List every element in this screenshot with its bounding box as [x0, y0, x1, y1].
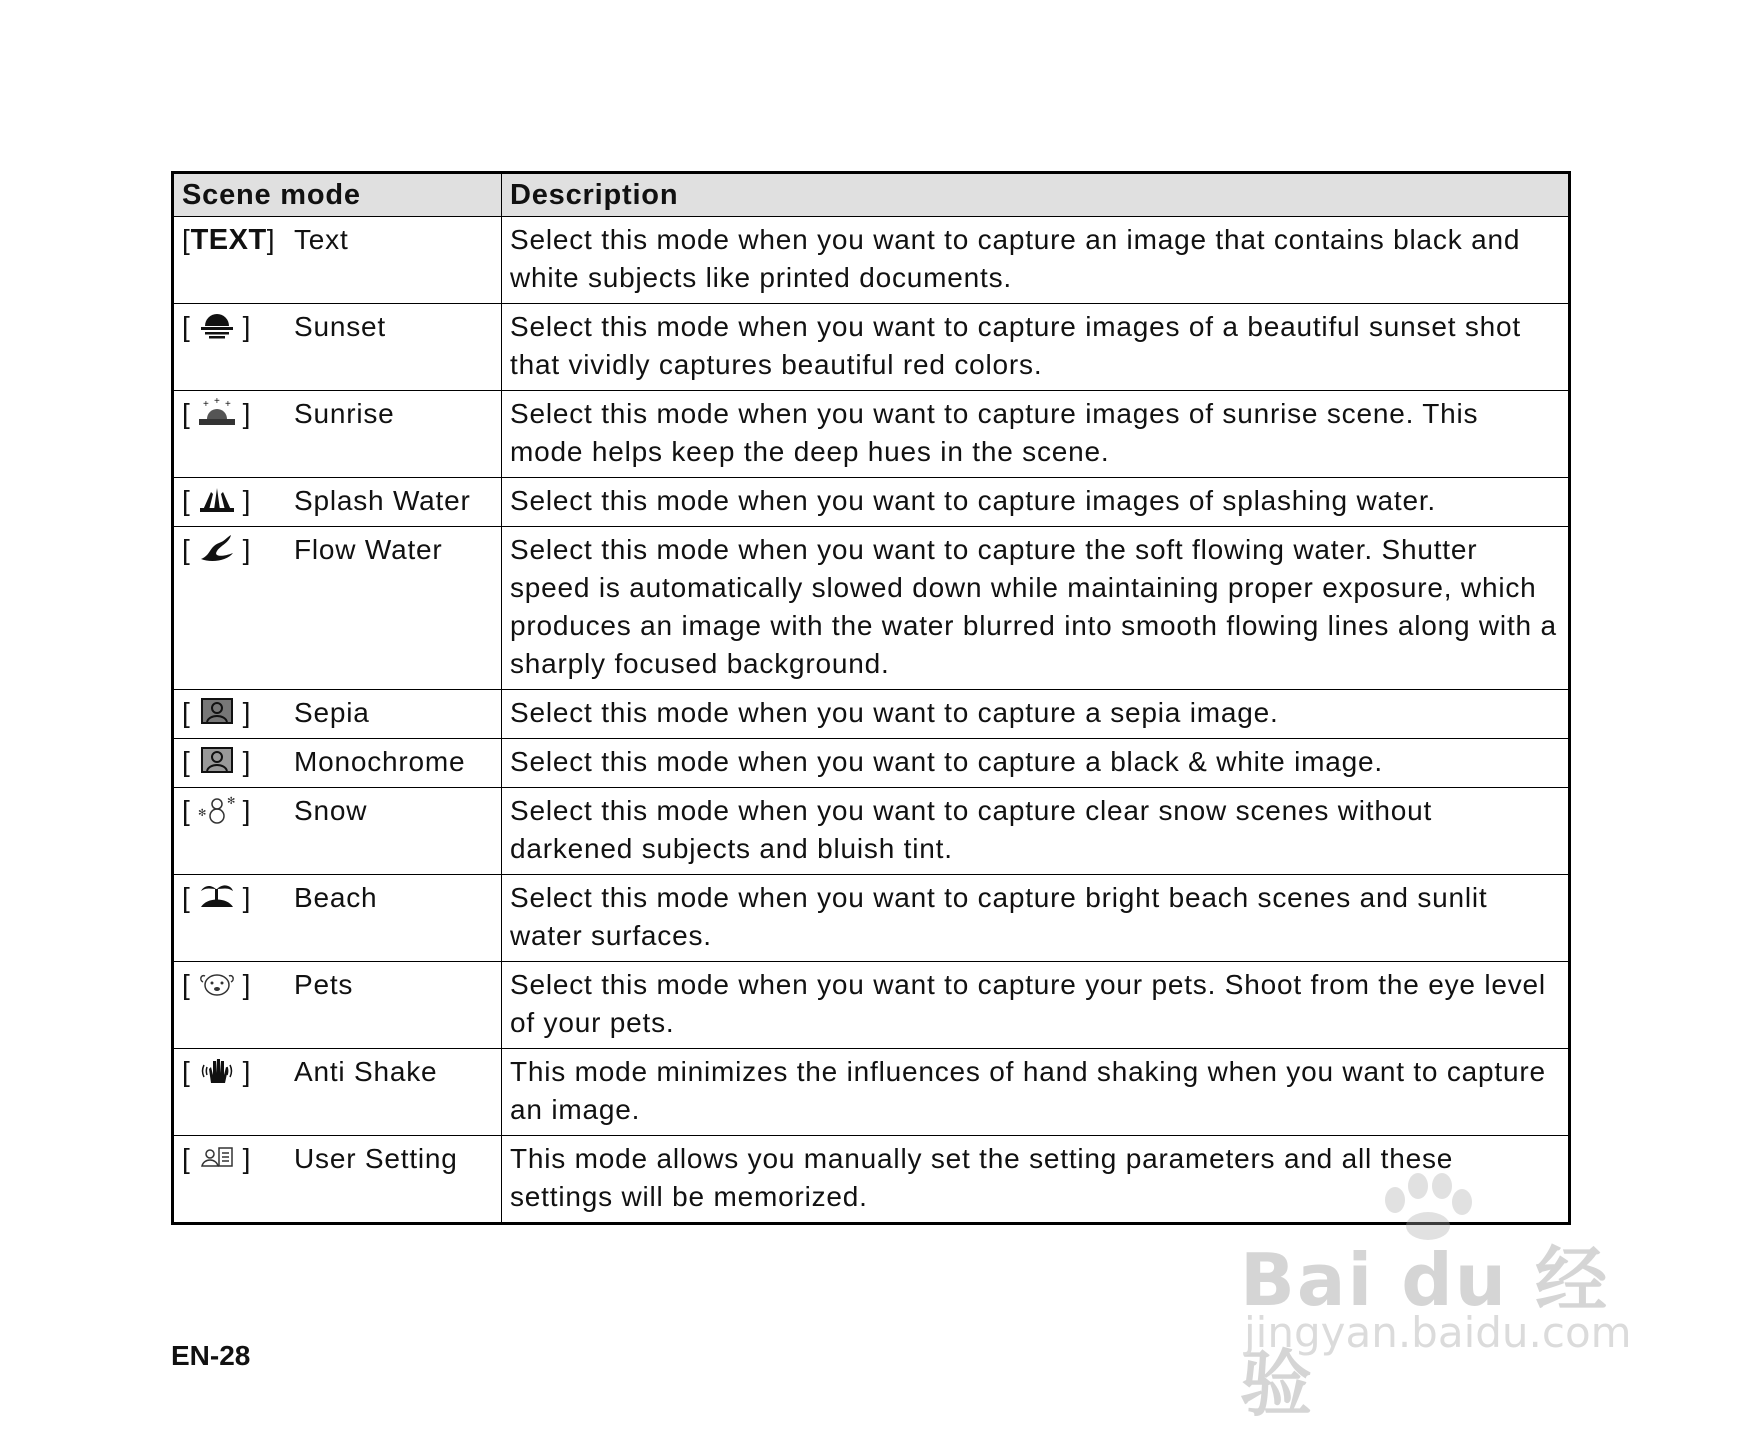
svg-text:+: + — [202, 399, 210, 410]
flow-water-icon — [197, 533, 237, 563]
open-bracket: [ — [182, 1143, 191, 1174]
sepia-icon — [197, 696, 237, 726]
scene-mode-description: Select this mode when you want to capture images of a beautiful sunset shot that vividly captures beautiful red colors. — [502, 304, 1570, 391]
open-bracket: [ — [182, 534, 191, 565]
header-description: Description — [502, 173, 1570, 217]
anti-shake-icon — [197, 1055, 237, 1085]
scene-mode-name: Beach — [294, 882, 378, 913]
scene-mode-name: Monochrome — [294, 746, 466, 777]
scene-mode-description: This mode minimizes the influences of hand shaking when you want to capture an image. — [502, 1049, 1570, 1136]
watermark-url: jingyan.baidu.com — [1244, 1308, 1632, 1357]
svg-text:+: + — [213, 397, 221, 407]
page-number: EN-28 — [171, 1340, 251, 1371]
close-bracket: ] — [242, 969, 252, 1000]
watermark-brand: Bai du 经验 — [1240, 1238, 1610, 1426]
scene-mode-name: Text — [294, 224, 349, 255]
open-bracket: [ — [182, 882, 191, 913]
close-bracket: ] — [242, 697, 252, 728]
open-bracket: [ — [182, 311, 191, 342]
table-header-row — [173, 173, 1570, 217]
scene-mode-description: Select this mode when you want to capture an image that contains black and white subjects like printed documents. — [502, 217, 1570, 304]
scene-mode-cell — [173, 217, 502, 304]
open-bracket: [ — [182, 1056, 191, 1087]
table-body — [173, 217, 1570, 1224]
sunrise-icon — [197, 397, 237, 427]
mode-icon-bracket — [182, 531, 294, 569]
open-bracket: [ — [182, 485, 191, 516]
table-row — [173, 1049, 1570, 1136]
scene-mode-description: Select this mode when you want to capture images of splashing water. — [502, 478, 1570, 527]
scene-mode-cell — [173, 391, 502, 478]
scene-mode-name: Splash Water — [294, 485, 471, 516]
table-row — [173, 478, 1570, 527]
open-bracket: [ — [182, 969, 191, 1000]
mode-icon-bracket — [182, 879, 294, 917]
scene-mode-cell — [173, 304, 502, 391]
open-bracket: [ — [182, 398, 191, 429]
scene-mode-description: Select this mode when you want to capture your pets. Shoot from the eye level of your pets. — [502, 962, 1570, 1049]
table-row — [173, 875, 1570, 962]
table-row — [173, 217, 1570, 304]
open-bracket: [ — [182, 224, 191, 255]
scene-mode-name: Sunrise — [294, 398, 395, 429]
open-bracket: [ — [182, 697, 191, 728]
mode-icon-bracket — [182, 743, 294, 781]
mode-icon-bracket — [182, 395, 294, 433]
svg-text:+: + — [224, 399, 232, 410]
close-bracket: ] — [242, 1056, 252, 1087]
scene-mode-name: Anti Shake — [294, 1056, 438, 1087]
sunset-icon — [197, 310, 237, 340]
close-bracket: ] — [242, 534, 252, 565]
table-row — [173, 739, 1570, 788]
close-bracket: ] — [266, 224, 276, 255]
scene-mode-description: This mode allows you manually set the setting parameters and all these settings will be memorized. — [502, 1136, 1570, 1224]
scene-mode-cell — [173, 690, 502, 739]
pets-icon — [197, 968, 237, 998]
scene-mode-cell — [173, 962, 502, 1049]
table-row — [173, 690, 1570, 739]
scene-mode-name: Flow Water — [294, 534, 443, 565]
close-bracket: ] — [242, 1143, 252, 1174]
close-bracket: ] — [242, 746, 252, 777]
text-mode-label: TEXT — [190, 224, 267, 256]
monochrome-icon — [197, 745, 237, 775]
open-bracket: [ — [182, 795, 191, 826]
mode-icon-bracket — [182, 966, 294, 1004]
mode-icon-bracket — [182, 1140, 294, 1178]
scene-mode-name: User Setting — [294, 1143, 458, 1174]
splash-water-icon — [197, 484, 237, 514]
header-scene-mode: Scene mode — [173, 173, 502, 217]
close-bracket: ] — [242, 795, 252, 826]
open-bracket: [ — [182, 746, 191, 777]
scene-mode-cell — [173, 478, 502, 527]
mode-icon-bracket — [182, 1053, 294, 1091]
scene-mode-name: Snow — [294, 795, 368, 826]
baidu-watermark — [1240, 1170, 1660, 1426]
scene-mode-cell — [173, 1136, 502, 1224]
scene-mode-cell — [173, 1049, 502, 1136]
table-row — [173, 304, 1570, 391]
scene-mode-description: Select this mode when you want to capture a black & white image. — [502, 739, 1570, 788]
beach-icon — [197, 881, 237, 911]
snow-icon — [197, 794, 237, 824]
mode-icon-bracket — [182, 792, 294, 830]
svg-text:✻: ✻ — [226, 796, 236, 807]
table-row — [173, 527, 1570, 690]
mode-icon-bracket — [182, 482, 294, 520]
table-row — [173, 962, 1570, 1049]
scene-mode-name: Sepia — [294, 697, 370, 728]
scene-mode-name: Sunset — [294, 311, 386, 342]
mode-icon-bracket — [182, 694, 294, 732]
scene-mode-description: Select this mode when you want to capture bright beach scenes and sunlit water surfaces. — [502, 875, 1570, 962]
close-bracket: ] — [242, 398, 252, 429]
mode-icon-bracket — [182, 221, 294, 259]
scene-mode-cell — [173, 527, 502, 690]
close-bracket: ] — [242, 485, 252, 516]
scene-mode-cell — [173, 875, 502, 962]
scene-mode-table — [171, 171, 1571, 1225]
table-row — [173, 391, 1570, 478]
scene-mode-description: Select this mode when you want to capture the soft flowing water. Shutter speed is automatically slowed down while maintaining proper exposure, which produces an image with the water blurred into smooth flowing lines along with a sharply focused background. — [502, 527, 1570, 690]
mode-icon-bracket — [182, 308, 294, 346]
close-bracket: ] — [242, 882, 252, 913]
close-bracket: ] — [242, 311, 252, 342]
svg-text:✻: ✻ — [197, 808, 207, 819]
scene-mode-cell — [173, 788, 502, 875]
user-setting-icon — [197, 1142, 237, 1172]
scene-mode-description: Select this mode when you want to capture a sepia image. — [502, 690, 1570, 739]
table-row — [173, 788, 1570, 875]
scene-mode-description: Select this mode when you want to capture images of sunrise scene. This mode helps keep the deep hues in the scene. — [502, 391, 1570, 478]
scene-mode-name: Pets — [294, 969, 354, 1000]
scene-mode-description: Select this mode when you want to capture clear snow scenes without darkened subjects and bluish tint. — [502, 788, 1570, 875]
scene-mode-cell — [173, 739, 502, 788]
